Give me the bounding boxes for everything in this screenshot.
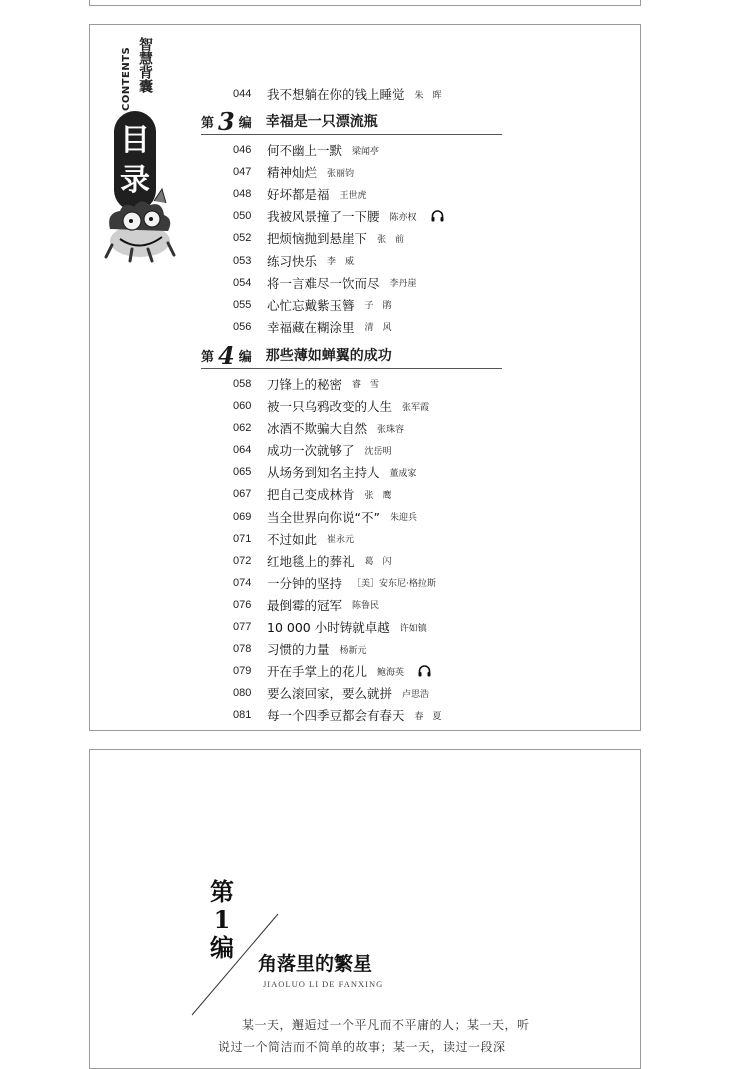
toc-entry-title: 刀锋上的秘密 bbox=[267, 376, 343, 392]
toc-entry-author: 杨新元 bbox=[339, 645, 367, 656]
part-prefix: 第 bbox=[201, 349, 215, 365]
section-char-1: 第 bbox=[210, 877, 234, 906]
toc-entry-title: 习惯的力量 bbox=[267, 642, 330, 658]
toc-page-number: 077 bbox=[233, 621, 252, 633]
toc-entry-author: 董成家 bbox=[389, 468, 417, 479]
toc-entry[interactable] bbox=[233, 639, 367, 659]
toc-entry-author: 沈岳明 bbox=[364, 446, 392, 457]
toc-entry-title: 好坏都是福 bbox=[267, 187, 330, 203]
toc-entry-title: 精神灿烂 bbox=[267, 165, 318, 181]
toc-page-number: 055 bbox=[233, 298, 252, 311]
section-page bbox=[89, 749, 641, 1069]
toc-entry-title: 要么滚回家，要么就拼 bbox=[267, 686, 393, 702]
previous-page-edge bbox=[89, 0, 641, 6]
toc-page-number: 080 bbox=[233, 687, 252, 700]
toc-page-number: 076 bbox=[233, 598, 252, 611]
toc-entry-title: 练习快乐 bbox=[267, 253, 318, 269]
toc-entry-author: 朱 晖 bbox=[414, 90, 442, 101]
toc-entry[interactable] bbox=[233, 683, 429, 703]
toc-entry[interactable] bbox=[233, 228, 404, 248]
toc-page-number: 053 bbox=[233, 254, 252, 267]
toc-entry-title: 最倒霉的冠军 bbox=[267, 597, 343, 613]
toc-entry[interactable] bbox=[233, 551, 392, 571]
toc-entry-author: 许如镇 bbox=[399, 623, 427, 634]
part-name: 幸福是一只漂流瓶 bbox=[265, 114, 378, 130]
toc-entry-title: 将一言难尽一饮而尽 bbox=[267, 275, 380, 291]
audio-icon[interactable] bbox=[431, 210, 444, 222]
toc-entry[interactable] bbox=[233, 705, 442, 725]
toc-entry-title: 10 000 小时铸就卓越 bbox=[267, 620, 390, 635]
toc-entry-author: 鲍海英 bbox=[377, 667, 405, 678]
toc-page-number: 050 bbox=[233, 210, 252, 223]
toc-entry[interactable] bbox=[233, 84, 442, 104]
section-title: 角落里的繁星 bbox=[258, 953, 373, 975]
toc-page-number: 074 bbox=[233, 576, 252, 589]
part-suffix: 编 bbox=[238, 116, 252, 131]
audio-icon[interactable] bbox=[418, 665, 431, 677]
toc-title-char-2: 录 bbox=[120, 163, 150, 198]
toc-page-number: 052 bbox=[233, 232, 252, 245]
section-pinyin: JIAOLUO LI DE FANXING bbox=[263, 979, 384, 989]
section-intro-paragraph: 某一天，邂逅过一个平凡而不平庸的人；某一天，听说过一个简洁而不简单的故事；某一天，读过一段深 bbox=[218, 1018, 530, 1054]
toc-entry-title: 把自己变成林肯 bbox=[267, 487, 355, 503]
toc-page bbox=[89, 24, 641, 731]
toc-entry[interactable] bbox=[233, 617, 427, 637]
section-char-2: 1 bbox=[213, 905, 231, 934]
toc-entry-author: 陈亦权 bbox=[389, 212, 417, 223]
part-heading[interactable] bbox=[201, 107, 502, 136]
toc-entry[interactable] bbox=[233, 374, 379, 394]
toc-page-number: 064 bbox=[233, 444, 252, 457]
toc-entry-title: 开在手掌上的花儿 bbox=[267, 664, 368, 680]
toc-entry-title: 心忙忘戴紫玉簪 bbox=[267, 297, 355, 313]
toc-entry[interactable] bbox=[233, 396, 429, 416]
toc-entry[interactable] bbox=[233, 595, 379, 615]
toc-entry-author: 睿 雪 bbox=[352, 380, 380, 391]
toc-entry-title: 从场务到知名主持人 bbox=[267, 465, 380, 481]
toc-entry[interactable] bbox=[233, 251, 354, 271]
toc-entry[interactable] bbox=[233, 273, 417, 293]
toc-entry-author: 陈鲁民 bbox=[352, 601, 380, 612]
toc-entry-title: 我不想躺在你的钱上睡觉 bbox=[267, 87, 405, 102]
toc-entry[interactable] bbox=[233, 295, 392, 315]
toc-entry-title: 不过如此 bbox=[267, 531, 318, 547]
toc-page-number: 081 bbox=[233, 709, 252, 722]
toc-entry-author: 张 鹰 bbox=[364, 490, 392, 501]
toc-entry-author: 张珠容 bbox=[377, 424, 405, 435]
toc-entry-author: ［美］安东尼·格拉斯 bbox=[352, 579, 436, 590]
series-name: 智慧背囊 bbox=[137, 37, 153, 93]
toc-entry[interactable] bbox=[233, 317, 392, 337]
part-prefix: 第 bbox=[201, 116, 215, 131]
toc-entry[interactable] bbox=[233, 140, 379, 160]
toc-page-number: 054 bbox=[233, 276, 252, 289]
section-char-3: 编 bbox=[210, 933, 234, 962]
toc-entry[interactable] bbox=[233, 418, 404, 438]
toc-entry-title: 何不幽上一默 bbox=[267, 143, 343, 158]
part-number: 4 bbox=[218, 340, 235, 370]
toc-page-number: 072 bbox=[233, 554, 252, 567]
toc-page-number: 069 bbox=[233, 510, 252, 523]
toc-page-number: 062 bbox=[233, 422, 252, 435]
toc-page-number: 071 bbox=[233, 532, 252, 545]
toc-entry-title: 当全世界向你说“不” bbox=[267, 509, 380, 525]
toc-page-number: 078 bbox=[233, 643, 252, 656]
toc-entry[interactable] bbox=[233, 440, 392, 460]
toc-entry-title: 冰酒不欺骗大自然 bbox=[267, 421, 368, 437]
toc-entry-author: 子 鹃 bbox=[364, 301, 392, 312]
toc-entry-author: 李丹崖 bbox=[389, 279, 417, 290]
toc-entry-title: 每一个四季豆都会有春天 bbox=[267, 708, 405, 724]
contents-label: CONTENTS bbox=[121, 46, 132, 112]
toc-entry-author: 春 夏 bbox=[414, 711, 442, 722]
toc-entry-author: 张军霞 bbox=[402, 402, 430, 413]
toc-page-number: 044 bbox=[233, 88, 252, 100]
toc-entry[interactable] bbox=[233, 661, 431, 681]
part-number: 3 bbox=[218, 107, 235, 136]
toc-entry[interactable] bbox=[233, 162, 354, 182]
toc-entry-title: 把烦恼抛到悬崖下 bbox=[267, 231, 368, 247]
toc-entry-title: 幸福藏在糊涂里 bbox=[267, 319, 355, 335]
part-heading[interactable] bbox=[201, 340, 502, 370]
toc-entry[interactable] bbox=[233, 529, 354, 549]
toc-entry-author: 张 前 bbox=[377, 234, 405, 245]
toc-entry-title: 一分钟的坚持 bbox=[267, 575, 343, 591]
toc-entry-title: 成功一次就够了 bbox=[267, 443, 355, 459]
mascot-illustration bbox=[102, 183, 178, 263]
toc-page-number: 079 bbox=[233, 665, 252, 678]
toc-entry-author: 张丽钧 bbox=[327, 168, 355, 179]
toc-entry-author: 崔永元 bbox=[327, 535, 355, 546]
toc-entry[interactable] bbox=[233, 184, 367, 204]
toc-page-number: 047 bbox=[233, 166, 252, 179]
toc-entry[interactable] bbox=[233, 484, 392, 504]
toc-title-char-1: 目 bbox=[120, 123, 150, 158]
toc-entry-title: 被一只乌鸦改变的人生 bbox=[267, 399, 393, 414]
toc-entry-author: 朱迎兵 bbox=[389, 513, 417, 523]
part-name: 那些薄如蝉翼的成功 bbox=[265, 347, 392, 364]
toc-entry-author: 李 威 bbox=[327, 257, 355, 267]
toc-page-number: 046 bbox=[233, 144, 252, 156]
toc-page-number: 058 bbox=[233, 377, 252, 390]
toc-page-number: 067 bbox=[233, 488, 252, 501]
toc-entry-title: 红地毯上的葬礼 bbox=[267, 553, 355, 569]
toc-entry-author: 王世虎 bbox=[339, 190, 367, 201]
toc-page-number: 048 bbox=[233, 188, 252, 201]
toc-entry[interactable] bbox=[233, 573, 436, 593]
toc-entry-title: 我被风景撞了一下腰 bbox=[267, 209, 380, 225]
toc-entry-author: 葛 闪 bbox=[364, 557, 392, 568]
toc-entry-author: 梁闻亭 bbox=[352, 146, 380, 157]
toc-page-number: 065 bbox=[233, 466, 252, 479]
toc-entry[interactable] bbox=[233, 507, 417, 527]
toc-entry-author: 卢思浩 bbox=[402, 689, 430, 700]
toc-entry[interactable] bbox=[233, 462, 417, 482]
toc-page-number: 060 bbox=[233, 400, 252, 412]
part-suffix: 编 bbox=[238, 349, 252, 365]
toc-page-number: 056 bbox=[233, 320, 252, 333]
toc-entry[interactable] bbox=[233, 206, 444, 226]
toc-entry-author: 清 风 bbox=[364, 323, 392, 334]
